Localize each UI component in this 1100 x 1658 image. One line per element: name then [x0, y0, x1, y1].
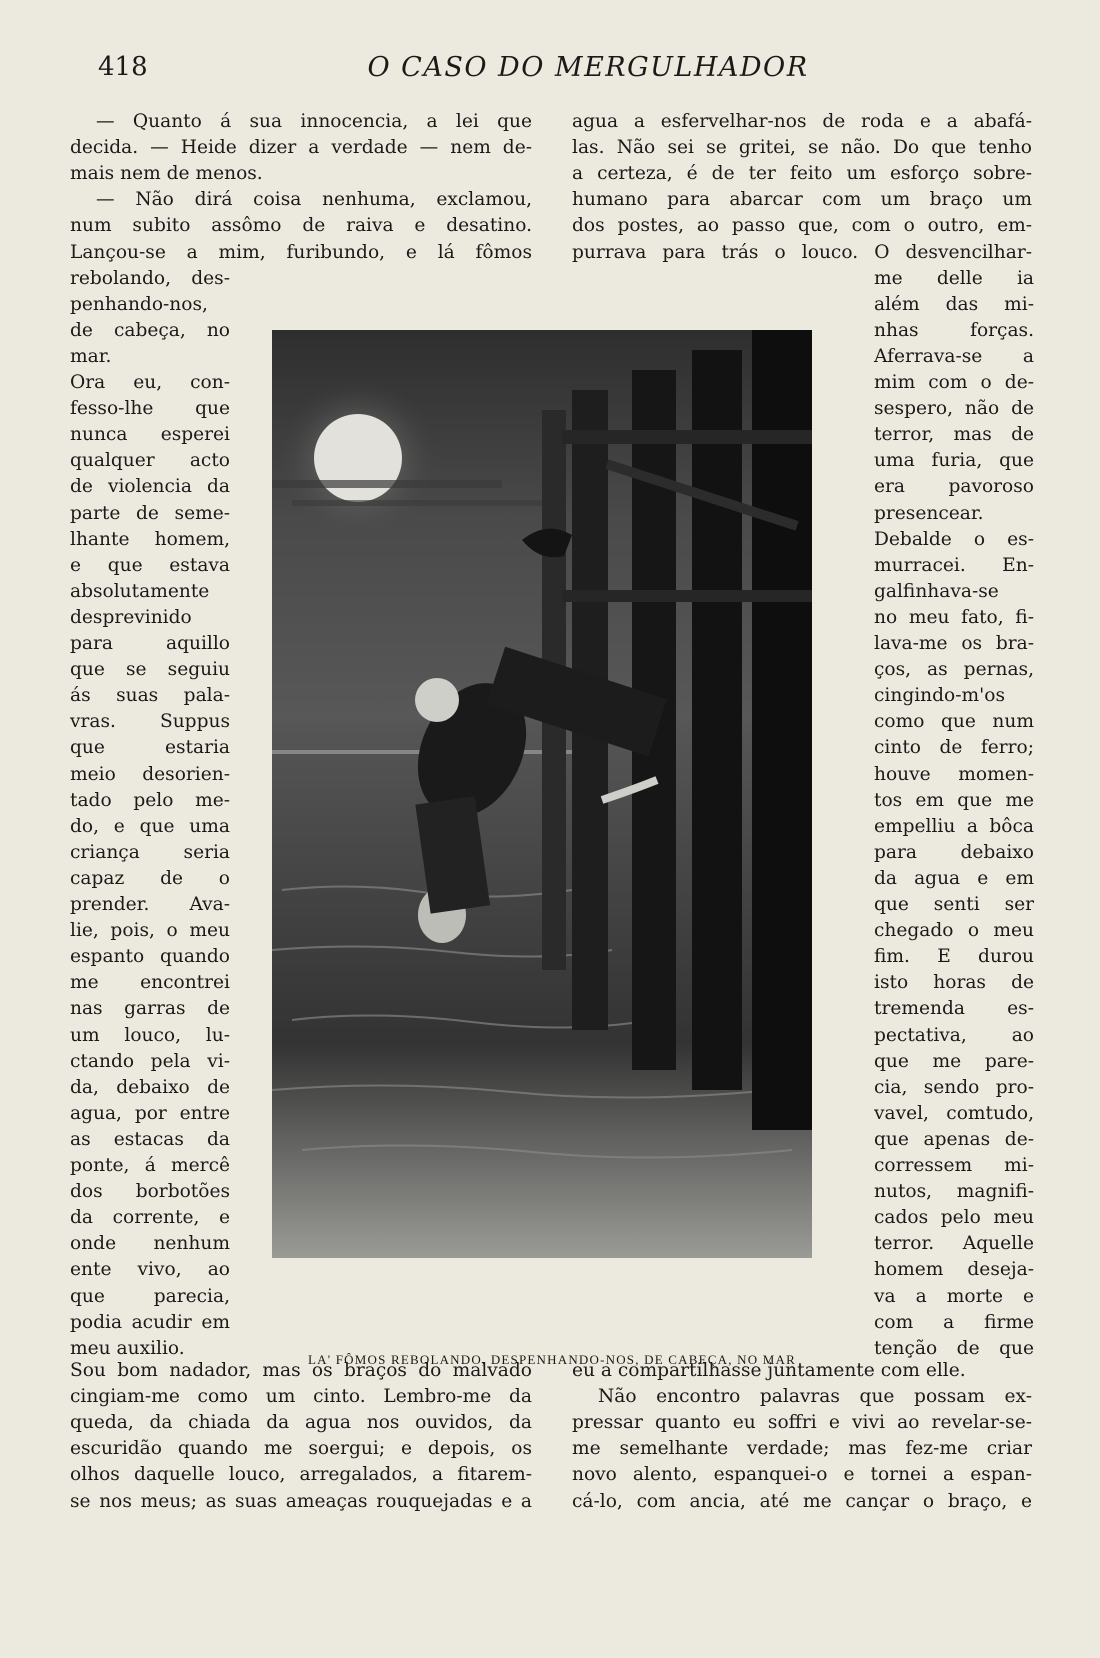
left-column-line: fesso-lhe que: [70, 398, 230, 420]
page-number: 418: [98, 52, 148, 82]
right-column-line: va a morte e: [874, 1285, 1034, 1307]
left-column-line: para aquillo: [70, 633, 230, 654]
left-column-line: Ora eu, con-: [70, 372, 230, 393]
right-column-line: que me pare-: [874, 1050, 1034, 1072]
left-column-line: um louco, lu-: [70, 1024, 230, 1046]
right-column-line: vavel, comtudo,: [874, 1102, 1034, 1124]
right-column-line: chegado o meu: [874, 920, 1034, 942]
right-column-line: da agua e em: [874, 867, 1034, 889]
left-column-line: do, e que uma: [70, 815, 230, 837]
cloud-band: [272, 480, 502, 488]
right-column-line: para debaixo: [874, 841, 1034, 863]
right-column-line: como que num: [874, 711, 1034, 733]
left-column-line: prender. Ava-: [70, 894, 230, 915]
right-column-line: tos em que me: [874, 789, 1034, 811]
right-column-line: cinto de ferro;: [874, 737, 1034, 759]
left-column-line: lie, pois, o meu: [70, 920, 230, 942]
left-column-line: e que estava: [70, 554, 230, 576]
right-column-line: no meu fato, fi-: [874, 606, 1034, 628]
right-column-line: murracei. En-: [874, 554, 1034, 576]
left-column-line: de cabeça, no: [70, 319, 230, 341]
left-column-line: Lançou-se a mim, furibundo, e lá fômos: [70, 241, 532, 263]
right-column-line: cingindo-m'os: [874, 685, 1006, 707]
right-column-line: me delle ia: [874, 267, 1034, 289]
right-column-line: a certeza, é de ter feito um esforço sobre-: [572, 163, 1032, 185]
left-column-line: que estaria: [70, 737, 230, 759]
right-column-line: dos postes, ao passo que, com o outro, em-: [572, 215, 1032, 237]
left-column-line: nas garras de: [70, 998, 230, 1020]
left-column-line: se nos meus; as suas ameaças rouquejadas e a: [70, 1490, 532, 1512]
right-column-line: pectativa, ao: [874, 1024, 1034, 1046]
left-column-line: podia acudir em: [70, 1311, 230, 1333]
left-column-line: mais nem de menos.: [70, 163, 263, 185]
right-column-line: fim. E durou: [874, 946, 1034, 968]
left-column-line: mar.: [70, 345, 112, 367]
right-column-line: tremenda es-: [874, 998, 1034, 1020]
right-column-line: agua a esfervelhar-nos de roda e a abafá-: [572, 111, 1032, 132]
right-column-line: era pavoroso: [874, 476, 1034, 498]
left-column-line: ás suas pala-: [70, 685, 230, 707]
right-column-line: homem deseja-: [874, 1259, 1034, 1281]
right-column-line: cados pelo meu: [874, 1207, 1034, 1229]
right-column-line: terror. Aquelle: [874, 1233, 1034, 1255]
left-column-line: cingiam-me como um cinto. Lembro-me da: [70, 1386, 532, 1408]
left-column-line: lhante homem,: [70, 528, 230, 550]
right-column-line: uma furia, que: [874, 450, 1034, 472]
left-column-line: tado pelo me-: [70, 789, 230, 811]
left-column-line: da corrente, e: [70, 1207, 230, 1229]
right-column-line: corressem mi-: [874, 1155, 1034, 1176]
left-column-line: ente vivo, ao: [70, 1259, 230, 1281]
right-column-line: nutos, magnifi-: [874, 1181, 1034, 1203]
left-column-line: ponte, á mercê: [70, 1155, 230, 1176]
left-column-line: num subito assômo de raiva e desatino.: [70, 215, 532, 237]
illustration: [272, 330, 812, 1258]
right-column-line: presencear.: [874, 502, 984, 524]
left-column-line: — Não dirá coisa nenhuma, exclamou,: [96, 189, 532, 211]
left-column-line: que parecia,: [70, 1285, 230, 1307]
right-column-line: novo alento, espanquei-o e tornei a espan-: [572, 1464, 1032, 1486]
left-column-line: meio desorien-: [70, 763, 230, 785]
running-title: O CASO DO MERGULHADOR: [367, 52, 809, 83]
left-column-line: capaz de o: [70, 867, 230, 889]
right-column-line: tenção de que: [874, 1337, 1034, 1359]
right-column-line: sespero, não de: [874, 398, 1034, 420]
right-column-line: ços, as pernas,: [874, 659, 1034, 681]
right-column-line: Aferrava-se a: [874, 345, 1034, 367]
left-column-line: criança seria: [70, 841, 230, 863]
right-column-line: cá-lo, com ancia, até me cançar o braço, e: [572, 1490, 1032, 1512]
right-column-line: além das mi-: [874, 293, 1034, 315]
moon: [314, 414, 402, 502]
right-column-line: humano para abarcar com um braço um: [572, 189, 1032, 211]
right-column-line: las. Não sei se gritei, se não. Do que tenho: [572, 137, 1032, 159]
right-column-line: lava-me os bra-: [874, 633, 1034, 654]
right-column-line: mim com o de-: [874, 372, 1034, 393]
left-column-line: da, debaixo de: [70, 1076, 230, 1098]
right-column-line: houve momen-: [874, 763, 1034, 785]
left-column-line: escuridão quando me soergui; e depois, os: [70, 1438, 532, 1460]
left-column-line: penhando-nos,: [70, 293, 208, 315]
left-column-line: vras. Suppus: [70, 711, 230, 733]
left-column-line: olhos daquelle louco, arregalados, a fitarem-: [70, 1464, 532, 1486]
cloud-band: [292, 500, 552, 506]
right-column-line: galfinhava-se: [874, 580, 999, 602]
left-column-line: me encontrei: [70, 972, 230, 994]
left-column-line: queda, da chiada da agua nos ouvidos, da: [70, 1412, 532, 1434]
right-column-line: isto horas de: [874, 972, 1034, 994]
right-column-line: nhas forças.: [874, 319, 1034, 341]
right-column-line: com a firme: [874, 1311, 1034, 1333]
left-column-line: rebolando, des-: [70, 267, 230, 289]
right-column-line: terror, mas de: [874, 424, 1034, 446]
left-column-line: dos borbotões: [70, 1181, 230, 1203]
right-column-line: Não encontro palavras que possam ex-: [598, 1386, 1032, 1408]
right-column-line: me semelhante verdade; mas fez-me criar: [572, 1438, 1032, 1460]
right-column-line: eu a compartilhasse juntamente com elle.: [572, 1360, 966, 1381]
left-column-line: de violencia da: [70, 476, 230, 498]
left-column-line: agua, por entre: [70, 1102, 230, 1124]
left-column-line: nunca esperei: [70, 424, 230, 446]
right-column-line: pressar quanto eu soffri e vivi ao revelar-se-: [572, 1412, 1032, 1434]
right-column-line: empelliu a bôca: [874, 815, 1034, 837]
left-column-line: qualquer acto: [70, 450, 230, 472]
left-column-line: Sou bom nadador, mas os braços do malvado: [70, 1360, 532, 1381]
left-column-line: — Quanto á sua innocencia, a lei que: [96, 111, 532, 132]
right-column-line: que apenas de-: [874, 1128, 1034, 1150]
illustration-caption: LA' FÔMOS REBOLANDO, DESPENHANDO-NOS, DE CABEÇA, NO MAR: [308, 1352, 796, 1367]
left-column-line: parte de seme-: [70, 502, 230, 524]
left-column-line: onde nenhum: [70, 1233, 230, 1255]
right-column-line: Debalde o es-: [874, 528, 1034, 550]
left-column-line: meu auxilio.: [70, 1337, 185, 1359]
page-header: [98, 52, 1018, 92]
left-column-line: que se seguiu: [70, 659, 230, 681]
right-column-line: cia, sendo pro-: [874, 1076, 1034, 1098]
right-column-line: que senti ser: [874, 894, 1034, 915]
left-column-line: absolutamente: [70, 580, 210, 602]
right-column-line: purrava para trás o louco. O desvencilhar-: [572, 241, 1032, 263]
left-column-line: ctando pela vi-: [70, 1050, 230, 1072]
left-column-line: decida. — Heide dizer a verdade — nem de-: [70, 137, 532, 159]
left-column-line: as estacas da: [70, 1128, 230, 1150]
left-column-line: espanto quando: [70, 946, 230, 968]
left-column-line: desprevinido: [70, 606, 192, 628]
